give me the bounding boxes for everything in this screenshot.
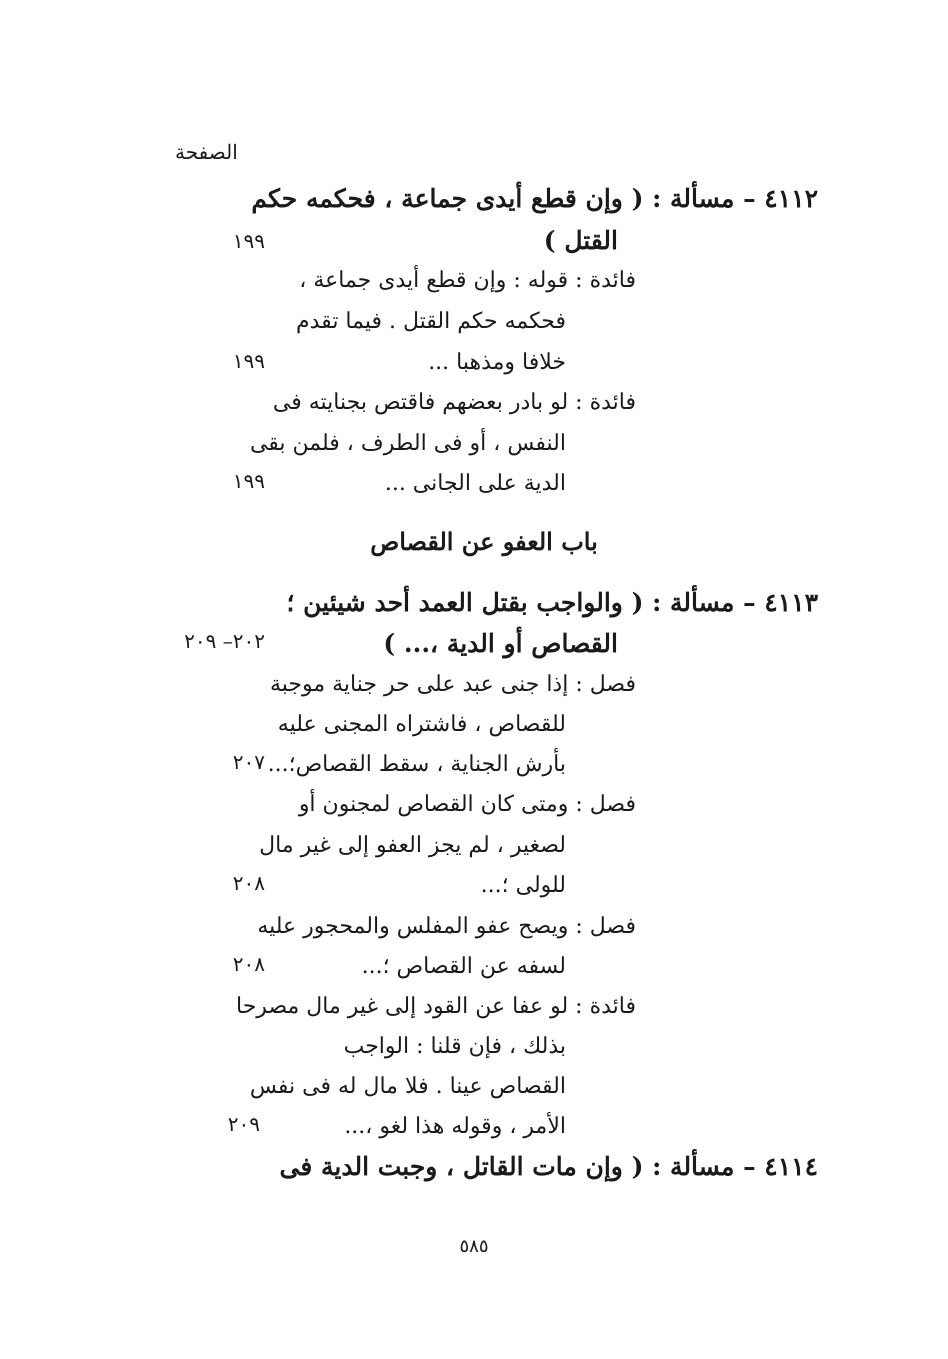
entry-4112-line-1: ٤١١٢ – مسألة : ( وإن قطع أيدى جماعة ، فحكمه حكم (251, 184, 818, 213)
faida-3-page: ٢٠٩ (227, 1112, 260, 1136)
faida-2-line-2: النفس ، أو فى الطرف ، فلمن بقى (249, 431, 566, 456)
entry-4114-line-1: ٤١١٤ – مسألة : ( وإن مات القاتل ، وجبت الدية فى (279, 1152, 818, 1181)
fasl-2-line-3: للولى ؛... (480, 873, 566, 898)
fasl-1-page: ٢٠٧ (232, 750, 265, 774)
faida-1-page: ١٩٩ (232, 349, 265, 373)
fasl-3-line-2: لسفه عن القصاص ؛... (361, 954, 566, 979)
page-number: ٥٨٥ (459, 1236, 489, 1257)
entry-4112-line-2: القتل ) (543, 226, 618, 255)
fasl-1-line-3: بأرش الجناية ، سقط القصاص؛... (267, 752, 566, 777)
fasl-2-line-2: لصغير ، لم يجز العفو إلى غير مال (259, 833, 566, 858)
faida-1-line-1: فائدة : قوله : وإن قطع أيدى جماعة ، (299, 268, 636, 293)
faida-3-line-1: فائدة : لو عفا عن القود إلى غير مال مصرحا (236, 994, 636, 1019)
fasl-3-page: ٢٠٨ (232, 952, 265, 976)
faida-2-line-1: فائدة : لو بادر بعضهم فاقتص بجنايته فى (272, 390, 636, 415)
faida-3-line-3: القصاص عينا . فلا مال له فى نفس (249, 1074, 566, 1099)
entry-4113-page: ٢٠٢– ٢٠٩ (184, 629, 265, 653)
faida-2-page: ١٩٩ (232, 469, 265, 493)
fasl-2-page: ٢٠٨ (232, 871, 265, 895)
entry-4113-line-2: القصاص أو الدية ،... ) (383, 629, 618, 658)
faida-2-line-3: الدية على الجانى ... (384, 471, 566, 496)
fasl-2-line-1: فصل : ومتى كان القصاص لمجنون أو (298, 792, 636, 817)
entry-4113-line-1: ٤١١٣ – مسألة : ( والواجب بقتل العمد أحد شيئين ؛ (286, 588, 818, 617)
section-heading: باب العفو عن القصاص (370, 527, 598, 556)
page-column-header: الصفحة (175, 140, 238, 164)
fasl-3-line-1: فصل : ويصح عفو المفلس والمحجور عليه (257, 914, 636, 939)
faida-3-line-4: الأمر ، وقوله هذا لغو ،... (344, 1114, 566, 1139)
fasl-1-line-2: للقصاص ، فاشتراه المجنى عليه (277, 712, 566, 737)
fasl-1-line-1: فصل : إذا جنى عبد على حر جناية موجبة (269, 672, 636, 697)
faida-1-line-3: خلافا ومذهبا ... (428, 350, 566, 375)
faida-1-line-2: فحكمه حكم القتل . فيما تقدم (296, 309, 566, 334)
entry-4112-page: ١٩٩ (232, 229, 265, 253)
faida-3-line-2: بذلك ، فإن قلنا : الواجب (343, 1034, 566, 1059)
